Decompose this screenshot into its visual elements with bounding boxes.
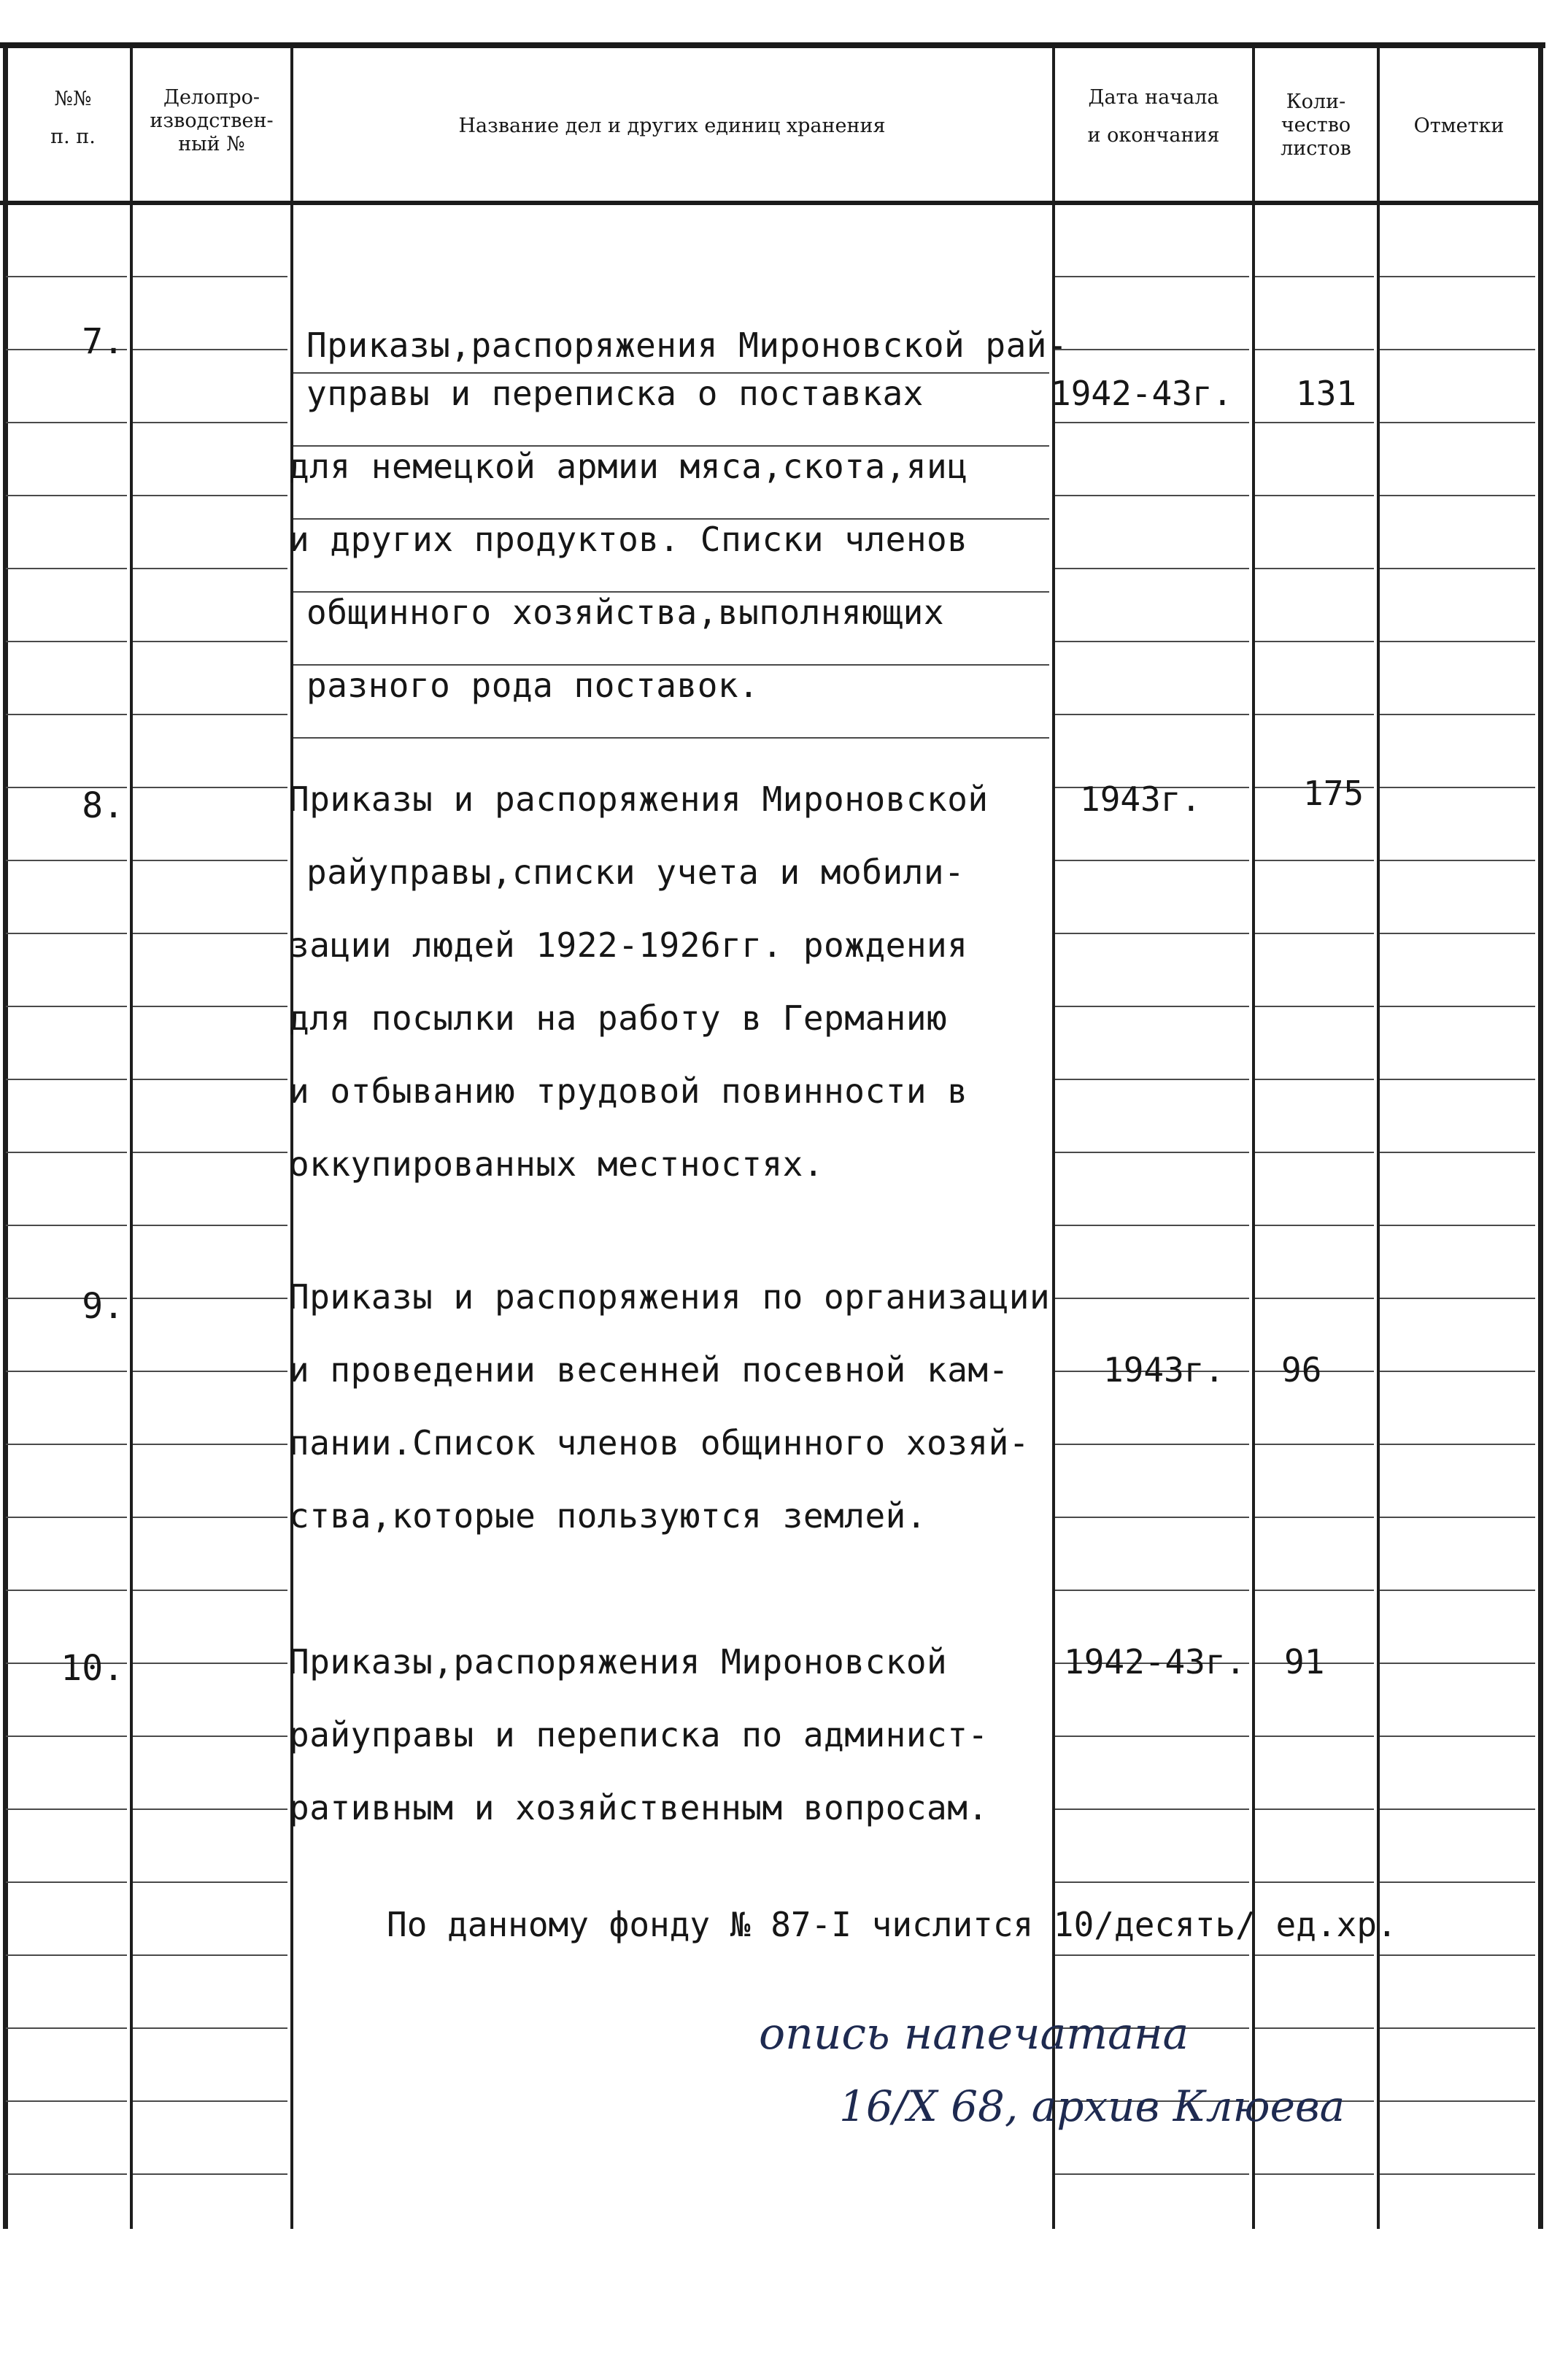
ruled-line <box>6 1371 127 1372</box>
ruled-line <box>1255 1736 1374 1737</box>
ruled-line <box>133 1079 287 1080</box>
ruled-line <box>133 1881 287 1883</box>
record-title-line: Приказы,распоряжения Мироновской <box>289 1642 948 1682</box>
ruled-line <box>1055 349 1249 350</box>
ruled-line <box>1380 568 1535 569</box>
ruled-line <box>6 933 127 934</box>
ruled-line <box>1380 1079 1535 1080</box>
title-underline <box>293 737 1049 739</box>
ruled-line <box>1380 276 1535 277</box>
ruled-line <box>133 1808 287 1810</box>
ruled-line <box>133 787 287 788</box>
ruled-line <box>133 933 287 934</box>
ruled-line <box>133 860 287 861</box>
ruled-line <box>133 1371 287 1372</box>
handwritten-note: опись напечатана <box>759 2008 1189 2060</box>
ruled-line <box>1055 568 1249 569</box>
ruled-line <box>1255 1298 1374 1299</box>
ruled-line <box>1255 1079 1374 1080</box>
ruled-line <box>1380 2027 1535 2029</box>
ruled-line <box>133 349 287 350</box>
ruled-line <box>1255 495 1374 496</box>
ruled-line <box>6 1808 127 1810</box>
ruled-line <box>1255 641 1374 642</box>
ruled-line <box>6 1225 127 1226</box>
ruled-line <box>133 422 287 423</box>
ruled-line <box>6 2173 127 2175</box>
header-col-sheet-count: Коли- чество листов <box>1281 90 1351 160</box>
ruled-line <box>1380 1808 1535 1810</box>
record-number: 9. <box>82 1286 124 1327</box>
ruled-line <box>1055 1225 1249 1226</box>
ruled-line <box>1255 1006 1374 1007</box>
ruled-line <box>1055 1444 1249 1445</box>
ruled-line <box>1055 1517 1249 1518</box>
header-col-notes: Отметки <box>1413 115 1505 137</box>
record-title-line: разного рода поставок. <box>306 666 760 705</box>
column-divider <box>130 47 133 2229</box>
ruled-line <box>6 495 127 496</box>
record-dates: 1943г. <box>1103 1350 1225 1390</box>
summary-line: По данному фонду № 87-I числится 10/десять/ ед.хр. <box>387 1905 1397 1944</box>
ruled-line <box>1255 860 1374 861</box>
ruled-line <box>133 1590 287 1591</box>
ruled-line <box>133 641 287 642</box>
record-title-line: и других продуктов. Списки членов <box>289 520 968 559</box>
ruled-line <box>1055 276 1249 277</box>
ruled-line <box>1055 1152 1249 1153</box>
header-bottom-border <box>0 201 1541 205</box>
ruled-line <box>1380 1517 1535 1518</box>
ruled-line <box>133 495 287 496</box>
ruled-line <box>1255 1808 1374 1810</box>
ruled-line <box>1380 1006 1535 1007</box>
ruled-line <box>1055 1808 1249 1810</box>
ruled-line <box>1055 1736 1249 1737</box>
header-col-title: Название дел и других единиц хранения <box>458 115 886 137</box>
ruled-line <box>6 714 127 715</box>
ruled-line <box>1255 1517 1374 1518</box>
ruled-line <box>1255 1590 1374 1591</box>
ruled-line <box>1380 1225 1535 1226</box>
record-title-line: Приказы и распоряжения Мироновской <box>289 779 989 819</box>
record-title-line: оккупированных местностях. <box>289 1144 824 1184</box>
ruled-line <box>133 2100 287 2102</box>
record-number: 8. <box>82 785 124 826</box>
record-dates: 1942-43г. <box>1051 374 1233 413</box>
record-title-line: и проведении весенней посевной кам- <box>289 1350 1009 1390</box>
ruled-line <box>1055 2173 1249 2175</box>
ruled-line <box>6 1006 127 1007</box>
ruled-line <box>1380 422 1535 423</box>
ruled-line <box>1255 1225 1374 1226</box>
record-title-line: для посылки на работу в Германию <box>289 998 948 1038</box>
ruled-line <box>6 2027 127 2029</box>
ruled-line <box>1380 1954 1535 1956</box>
ruled-line <box>6 422 127 423</box>
ruled-line <box>1055 641 1249 642</box>
ruled-line <box>6 2100 127 2102</box>
ruled-line <box>133 714 287 715</box>
record-title-line: ства,которые пользуются землей. <box>289 1496 927 1536</box>
ruled-line <box>1055 495 1249 496</box>
ruled-line <box>6 641 127 642</box>
ruled-line <box>6 1736 127 1737</box>
ruled-line <box>1255 933 1374 934</box>
record-dates: 1942-43г. <box>1064 1642 1246 1682</box>
ruled-line <box>1055 1006 1249 1007</box>
ruled-line <box>6 1152 127 1153</box>
ruled-line <box>6 1881 127 1883</box>
ruled-line <box>1380 1444 1535 1445</box>
ruled-line <box>6 1517 127 1518</box>
record-number: 7. <box>82 321 124 362</box>
ruled-line <box>133 1298 287 1299</box>
record-title-line: и отбыванию трудовой повинности в <box>289 1071 968 1111</box>
ruled-line <box>6 1954 127 1956</box>
record-sheet-count: 91 <box>1284 1642 1325 1682</box>
ruled-line <box>133 1152 287 1153</box>
ruled-line <box>1255 422 1374 423</box>
ruled-line <box>1380 495 1535 496</box>
ruled-line <box>133 2173 287 2175</box>
ruled-line <box>1255 1881 1374 1883</box>
ruled-line <box>1380 787 1535 788</box>
ruled-line <box>1055 1079 1249 1080</box>
column-divider <box>1252 47 1255 2229</box>
ruled-line <box>1055 1881 1249 1883</box>
ruled-line <box>1255 568 1374 569</box>
column-divider <box>3 47 8 2229</box>
ruled-line <box>133 276 287 277</box>
ruled-line <box>1255 1152 1374 1153</box>
ruled-line <box>1380 1152 1535 1153</box>
header-col-office-number: Делопро- изводствен- ный № <box>150 86 274 155</box>
handwritten-note: 16/X 68, архив Клюева <box>839 2081 1345 2131</box>
ruled-line <box>1255 714 1374 715</box>
ruled-line <box>133 568 287 569</box>
record-sheet-count: 131 <box>1296 374 1357 413</box>
ruled-line <box>133 1006 287 1007</box>
ruled-line <box>6 1590 127 1591</box>
record-number: 10. <box>61 1648 124 1689</box>
record-title-line: управы и переписка о поставках <box>306 374 924 413</box>
ruled-line <box>1255 2027 1374 2029</box>
ruled-line <box>1380 1371 1535 1372</box>
ruled-line <box>1055 1954 1249 1956</box>
record-title-line: Приказы и распоряжения по организации <box>289 1277 1051 1317</box>
record-title-line: пании.Список членов общинного хозяй- <box>289 1423 1030 1463</box>
header-col-dates: Дата начала и окончания <box>1087 86 1220 147</box>
ruled-line <box>1380 1663 1535 1664</box>
ruled-line <box>1255 1444 1374 1445</box>
ruled-line <box>1055 860 1249 861</box>
table-top-border <box>0 42 1545 48</box>
ruled-line <box>1380 714 1535 715</box>
ruled-line <box>133 2027 287 2029</box>
ruled-line <box>1380 860 1535 861</box>
ruled-line <box>133 1954 287 1956</box>
record-sheet-count: 96 <box>1281 1350 1322 1390</box>
ruled-line <box>133 1736 287 1737</box>
record-title-line: райуправы и переписка по админист- <box>289 1715 989 1754</box>
ruled-line <box>1380 1736 1535 1737</box>
header-col-number: №№ п. п. <box>50 88 96 148</box>
ruled-line <box>1380 641 1535 642</box>
ruled-line <box>1055 714 1249 715</box>
ruled-line <box>1380 2100 1535 2102</box>
ruled-line <box>133 1517 287 1518</box>
record-title-line: общинного хозяйства,выполняющих <box>306 593 945 632</box>
record-title-line: для немецкой армии мяса,скота,яиц <box>289 447 968 486</box>
ruled-line <box>6 1444 127 1445</box>
ruled-line <box>1380 933 1535 934</box>
record-title-line: Приказы,распоряжения Мироновской рай- <box>306 326 1068 365</box>
ruled-line <box>6 276 127 277</box>
ruled-line <box>133 1663 287 1664</box>
ruled-line <box>6 1079 127 1080</box>
ruled-line <box>1380 349 1535 350</box>
ruled-line <box>1055 1590 1249 1591</box>
column-divider <box>1538 47 1543 2229</box>
column-divider <box>1377 47 1380 2229</box>
ruled-line <box>1380 2173 1535 2175</box>
ruled-line <box>6 568 127 569</box>
ruled-line <box>1055 422 1249 423</box>
ruled-line <box>133 1225 287 1226</box>
ruled-line <box>1255 276 1374 277</box>
ruled-line <box>1380 1298 1535 1299</box>
ruled-line <box>133 1444 287 1445</box>
ruled-line <box>1380 1881 1535 1883</box>
record-dates: 1943г. <box>1080 779 1202 819</box>
ruled-line <box>1055 1298 1249 1299</box>
ruled-line <box>6 860 127 861</box>
column-divider <box>290 47 293 2229</box>
ruled-line <box>1255 2173 1374 2175</box>
ruled-line <box>1255 349 1374 350</box>
record-sheet-count: 175 <box>1303 774 1364 813</box>
record-title-line: ративным и хозяйственным вопросам. <box>289 1788 989 1827</box>
ruled-line <box>1380 1590 1535 1591</box>
ruled-line <box>1255 1954 1374 1956</box>
record-title-line: зации людей 1922-1926гг. рождения <box>289 925 968 965</box>
record-title-line: райуправы,списки учета и мобили- <box>306 852 965 892</box>
ruled-line <box>1055 933 1249 934</box>
